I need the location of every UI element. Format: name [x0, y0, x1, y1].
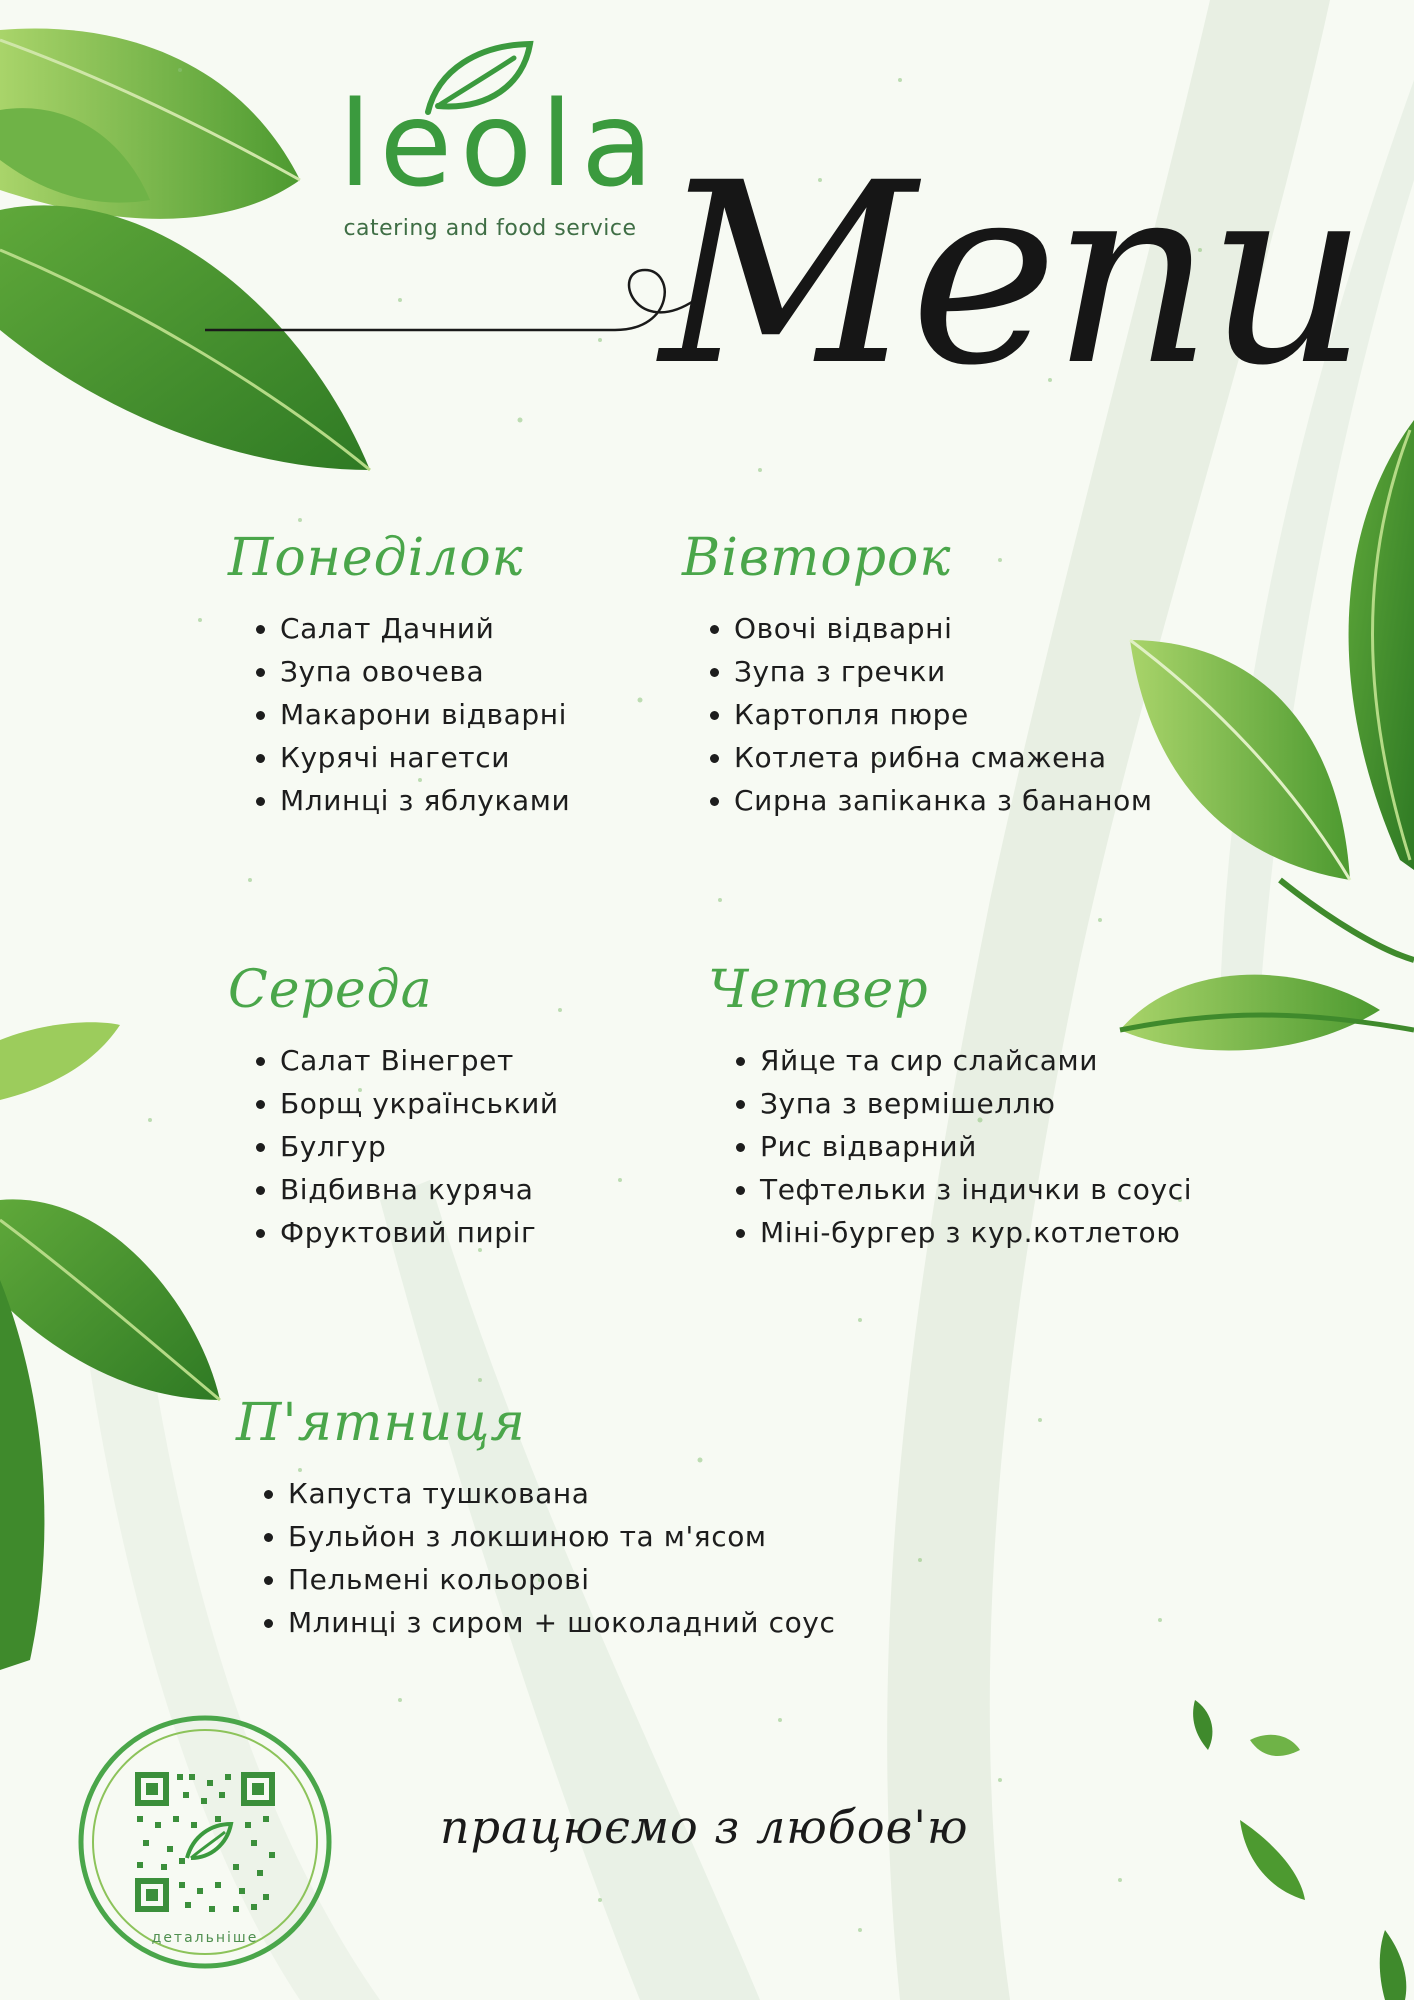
dish-item: • Відбивна куряча [280, 1168, 559, 1211]
dish-item: • Зупа з вермішеллю [760, 1082, 1192, 1125]
day-title: Понеділок [228, 528, 524, 588]
dish-item: • Міні-бургер з кур.котлетою [760, 1211, 1192, 1254]
day-friday [236, 1395, 835, 1644]
dish-item: • Рис відварний [760, 1125, 1192, 1168]
brand-name: leola [338, 75, 662, 213]
dish-item: • Капуста тушкована [288, 1472, 835, 1515]
dish-list [228, 1039, 559, 1254]
dish-list [228, 607, 570, 822]
day-monday [228, 530, 570, 822]
dish-item: • Млинці з яблуками [280, 779, 570, 822]
dish-item: • Булгур [280, 1125, 559, 1168]
day-title: Вівторок [682, 528, 952, 588]
dish-item: • Борщ український [280, 1082, 559, 1125]
qr-code-badge[interactable] [75, 1712, 335, 1972]
dish-item: • Салат Дачний [280, 607, 570, 650]
dish-item: • Млинці з сиром + шоколадний соус [288, 1601, 835, 1644]
motto-text: працюємо з любов'ю [440, 1800, 969, 1854]
dish-item: • Зупа овочева [280, 650, 570, 693]
dish-item: • Курячі нагетси [280, 736, 570, 779]
dish-item: • Сирна запіканка з бананом [734, 779, 1153, 822]
dish-item: • Зупа з гречки [734, 650, 1153, 693]
dish-item: • Яйце та сир слайсами [760, 1039, 1192, 1082]
day-wednesday [228, 962, 559, 1254]
day-tuesday [682, 530, 1153, 822]
title-flourish [205, 260, 705, 380]
qr-caption: детальніше [151, 1930, 259, 1946]
dish-item: • Бульйон з локшиною та м'ясом [288, 1515, 835, 1558]
dish-item: • Овочі відварні [734, 607, 1153, 650]
brand-logo [290, 40, 710, 250]
dish-list [236, 1472, 835, 1644]
small-leaves-bottom-right [1193, 1700, 1406, 2000]
day-title: П'ятниця [236, 1393, 526, 1453]
dish-item: • Пельмені кольорові [288, 1558, 835, 1601]
dish-item: • Фруктовий пиріг [280, 1211, 559, 1254]
day-thursday [708, 962, 1192, 1254]
day-title: Четвер [708, 960, 929, 1020]
menu-title: Menu [660, 129, 1362, 420]
dish-item: • Тефтельки з індички в соусі [760, 1168, 1192, 1211]
dish-item: • Картопля пюре [734, 693, 1153, 736]
dish-list [708, 1039, 1192, 1254]
dish-item: • Салат Вінегрет [280, 1039, 559, 1082]
day-title: Середа [228, 960, 433, 1020]
brand-tagline: catering and food service [343, 216, 637, 241]
dish-item: • Котлета рибна смажена [734, 736, 1153, 779]
dish-item: • Макарони відварні [280, 693, 570, 736]
dish-list [682, 607, 1153, 822]
